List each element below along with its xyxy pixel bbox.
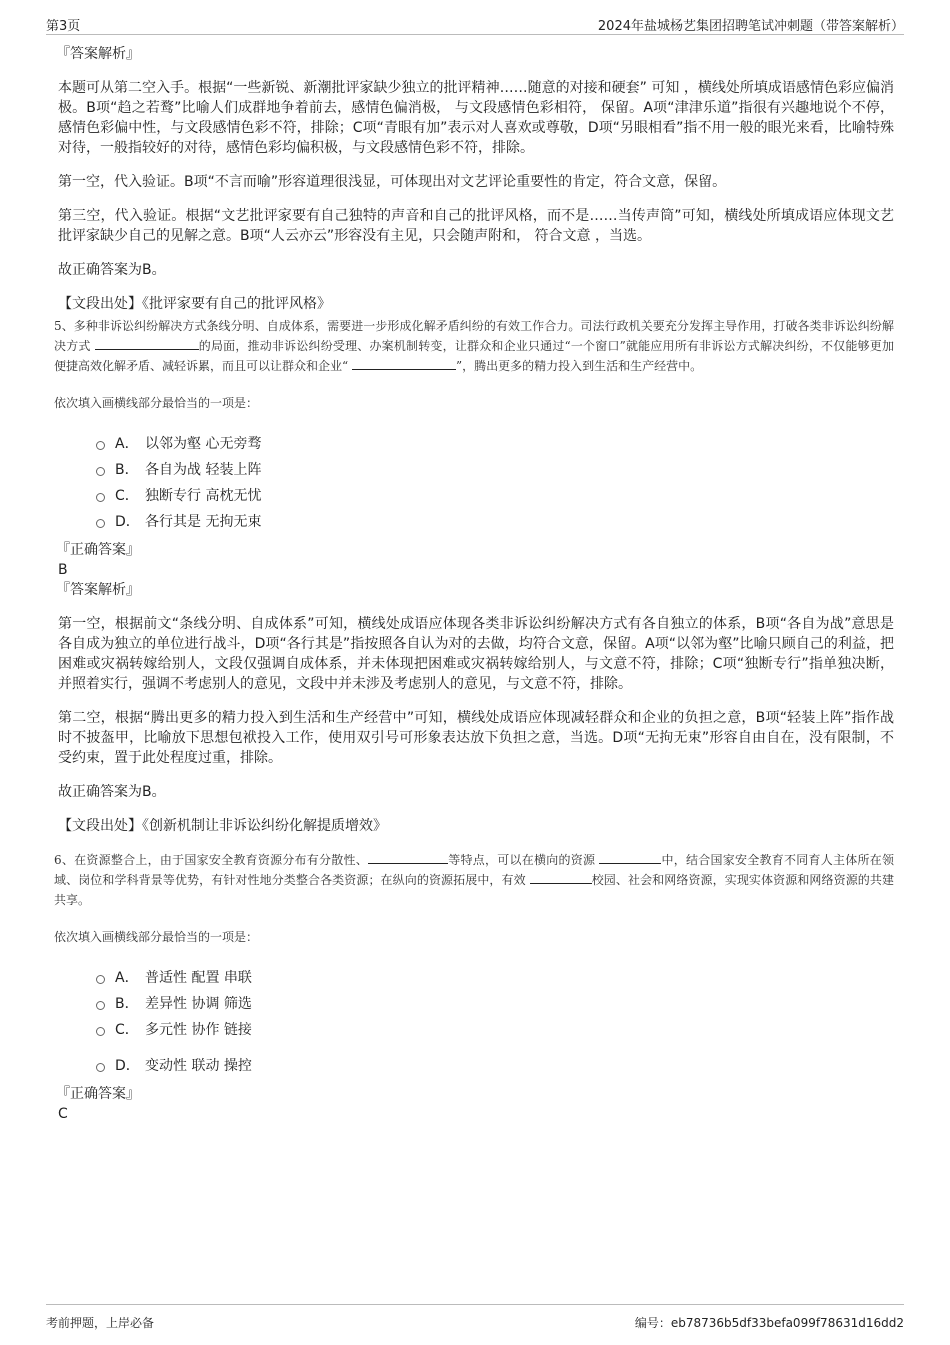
- q5-option-a[interactable]: [96, 430, 894, 456]
- q5-correct-label: 『正确答案』: [56, 542, 140, 558]
- radio-icon[interactable]: [96, 441, 105, 450]
- option-key: C．: [115, 488, 139, 504]
- q5-analysis-label: 『答案解析』: [56, 582, 140, 598]
- q6-blank-3: [530, 871, 592, 884]
- q4-conclusion: 故正确答案为B。: [58, 262, 166, 278]
- q5-question: [54, 316, 894, 376]
- q5-text-2: 的局面，推动非诉讼纠纷受理、办案机制转变，让群众和企业只通过“一个窗口”就能应用所有非诉讼方式解决纠纷，不仅能够更加便捷高效化解矛盾、减轻诉累，而且可以让群众和企业“: [54, 339, 894, 373]
- q5-conclusion: 故正确答案为B。: [58, 784, 166, 800]
- q5-correct-answer: B: [58, 562, 68, 578]
- document-title: 2024年盐城杨艺集团招聘笔试冲刺题（带答案解析）: [597, 19, 904, 34]
- q6-question: [54, 850, 894, 910]
- q6-option-d[interactable]: [96, 1052, 894, 1078]
- radio-icon[interactable]: [96, 1001, 105, 1010]
- q6-blank-2: [599, 851, 661, 864]
- radio-icon[interactable]: [96, 975, 105, 984]
- q5-text-3: ”，腾出更多的精力投入到生活和生产经营中。: [455, 359, 703, 373]
- q4-analysis-paragraph: 本题可从第二空入手。根据“一些新锐、新潮批评家缺少独立的批评精神……随意的对接和硬套” 可知 ，横线处所填成语感情色彩应偏消极。B项“趋之若鹜”比喻人们成群地争着前去，感情色偏消极， 与文段感情色彩相符， 保留。A项“津津乐道”指很有兴趣地说个不停，感情色彩偏中性，与文段感情色彩不符，排除；C项“青眼有加”表示对人喜欢或尊敬，D项“另眼相看”指不用一般的眼光来看，比喻特殊对待，一般指较好的对待，感情色彩均偏积极，与文段感情色彩不符，排除。: [58, 80, 894, 156]
- q5-source: 【文段出处】《创新机制让非诉讼纠纷化解提质增效》: [58, 818, 387, 834]
- q4-analysis-paragraph: 第三空，代入验证。根据“文艺批评家要有自己独特的声音和自己的批评风格，而不是……当传声筒”可知，横线处所填成语应体现文艺批评家缺少自己的见解之意。B项“人云亦云”形容没有主见，只会随声附和， 符合文意 ，当选。: [58, 208, 894, 244]
- q5-prompt: 依次填入画横线部分最恰当的一项是：: [54, 396, 259, 410]
- option-key: B．: [115, 996, 139, 1012]
- radio-icon[interactable]: [96, 1027, 105, 1036]
- q6-option-a[interactable]: [96, 964, 894, 990]
- q6-blank-1: [368, 851, 448, 864]
- q4-analysis-label: 『答案解析』: [56, 46, 140, 62]
- option-key: C．: [115, 1022, 139, 1038]
- page-content: [54, 44, 894, 1124]
- option-text: 独断专行 高枕无忧: [145, 488, 262, 504]
- page-header: [46, 14, 904, 35]
- q5-option-d[interactable]: [96, 508, 894, 534]
- option-key: B．: [115, 462, 139, 478]
- q4-analysis-paragraph: 第一空，代入验证。B项“不言而喻”形容道理很浅显，可体现出对文艺评论重要性的肯定，符合文意，保留。: [58, 174, 727, 190]
- option-key: A．: [115, 970, 139, 986]
- q6-text-4: 校园、社会和网络资源，实现实体资源和网络资源的共建共享。: [54, 873, 894, 907]
- q6-option-c[interactable]: [96, 1016, 894, 1042]
- option-key: A．: [115, 436, 139, 452]
- option-text: 各自为战 轻装上阵: [145, 462, 262, 478]
- page-footer: [46, 1304, 904, 1330]
- radio-icon[interactable]: [96, 519, 105, 528]
- option-text: 以邻为壑 心无旁骛: [145, 436, 262, 452]
- option-key: D．: [115, 1058, 140, 1074]
- q5-analysis-paragraph: 第二空，根据“腾出更多的精力投入到生活和生产经营中”可知，横线处成语应体现减轻群众和企业的负担之意，B项“轻装上阵”指作战时不披盔甲，比喻放下思想包袱投入工作，使用双引号可形象表达放下负担之意，当选。D项“无拘无束”形容自由自在，没有限制，不受约束，置于此处程度过重，排除。: [58, 710, 894, 766]
- footer-slogan: 考前押题，上岸必备: [46, 1316, 155, 1330]
- q6-option-b[interactable]: [96, 990, 894, 1016]
- q5-analysis-paragraph: 第一空，根据前文“条线分明、自成体系”可知，横线处成语应体现各类非诉讼纠纷解决方式有各自独立的体系，B项“各自为战”意思是各自成为独立的单位进行战斗，D项“各行其是”指按照各自认为对的去做，均符合文意，保留。A项“以邻为壑”比喻只顾自己的利益，把困难或灾祸转嫁给别人，文段仅强调自成体系，并未体现把困难或灾祸转嫁给别人，与文意不符，排除；C项“独断专行”指单独决断，并照着实行，强调不考虑别人的意见，文段中并未涉及考虑别人的意见，与文意不符，排除。: [58, 616, 894, 692]
- option-text: 多元性 协作 链接: [145, 1022, 252, 1038]
- q5-blank-1: [95, 337, 199, 350]
- option-text: 差异性 协调 筛选: [145, 996, 252, 1012]
- q6-text-2: 等特点，可以在横向的资源: [448, 853, 600, 867]
- q5-text-1: 5、多种非诉讼纠纷解决方式条线分明、自成体系，需要进一步形成化解矛盾纠纷的有效工作合力。司法行政机关要充分发挥主导作用，打破各类非诉讼纠纷解决方式: [54, 319, 894, 353]
- q4-source: 【文段出处】《批评家要有自己的批评风格》: [58, 296, 331, 312]
- q6-prompt: 依次填入画横线部分最恰当的一项是：: [54, 930, 259, 944]
- q6-correct-answer: C: [58, 1106, 68, 1122]
- q6-correct-label: 『正确答案』: [56, 1086, 140, 1102]
- footer-serial: 编号：eb78736b5df33befa099f78631d16dd2: [634, 1316, 904, 1330]
- option-text: 变动性 联动 操控: [145, 1058, 252, 1074]
- q5-blank-2: [352, 357, 456, 370]
- option-text: 普适性 配置 串联: [145, 970, 252, 986]
- q5-option-c[interactable]: [96, 482, 894, 508]
- radio-icon[interactable]: [96, 493, 105, 502]
- radio-icon[interactable]: [96, 1063, 105, 1072]
- option-key: D．: [115, 514, 140, 530]
- page-number: 第3页: [46, 19, 81, 34]
- q6-text-1: 6、在资源整合上，由于国家安全教育资源分布有分散性、: [54, 853, 369, 867]
- q6-text-3: 中，结合国家安全教育不同育人主体所在领域、岗位和学科背景等优势，有针对性地分类整合各类资源；在纵向的资源拓展中，有效: [54, 853, 894, 887]
- radio-icon[interactable]: [96, 467, 105, 476]
- option-text: 各行其是 无拘无束: [145, 514, 262, 530]
- q5-option-b[interactable]: [96, 456, 894, 482]
